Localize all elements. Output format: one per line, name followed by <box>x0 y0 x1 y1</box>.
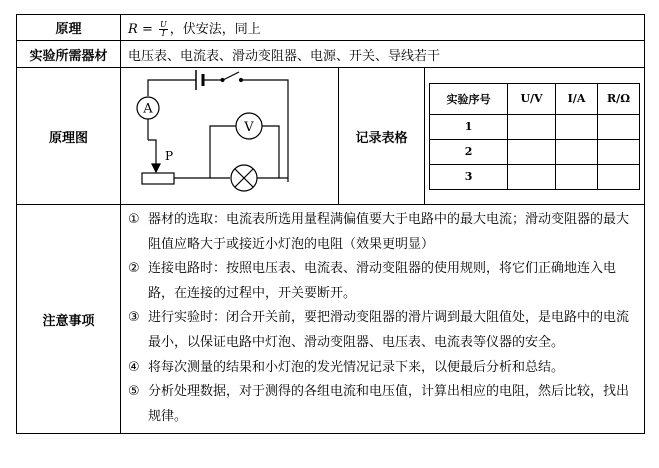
empty-cell <box>556 139 598 164</box>
trial-number: 2 <box>430 139 508 164</box>
empty-cell <box>508 114 556 139</box>
circuit-diagram-cell <box>121 68 339 205</box>
ammeter-symbol: A <box>143 101 153 117</box>
record-row <box>430 139 640 164</box>
record-table-cell <box>425 68 645 205</box>
empty-cell <box>598 114 640 139</box>
header-resistance: R/Ω <box>598 83 640 114</box>
note-item <box>128 306 638 355</box>
record-row <box>430 164 640 189</box>
note-text: 器材的选取：电流表所选用量程满偏值要大于电路中的最大电流；滑动变阻器的最大阻值应略大于或接近小灯泡的电阻（效果更明显） <box>148 212 630 252</box>
note-number: ③ <box>128 310 140 326</box>
record-row <box>430 114 640 139</box>
equipment-label: 实验所需器材 <box>17 41 121 68</box>
trial-number: 1 <box>430 114 508 139</box>
record-label: 记录表格 <box>339 68 425 205</box>
voltmeter-wire-right <box>262 126 279 178</box>
note-number: ① <box>128 212 140 227</box>
note-item <box>128 257 638 306</box>
trial-number: 3 <box>430 164 508 189</box>
record-table <box>429 83 640 190</box>
note-number: ④ <box>128 359 140 375</box>
empty-cell <box>556 164 598 189</box>
note-text: 连接电路时：按照电压表、电流表、滑动变阻器的使用规则，将它们正确地连入电路，在连接的过程中，开关要断开。 <box>148 261 617 301</box>
header-voltage: U/V <box>508 83 556 114</box>
note-item <box>128 208 638 257</box>
equipment-text: 电压表、电流表、滑动变阻器、电源、开关、导线若干 <box>121 41 645 68</box>
note-text: 分析处理数据，对于测得的各组电流和电压值，计算出相应的电阻，然后比较，找出规律。 <box>148 384 630 424</box>
principle-label: 原理 <box>17 15 121 41</box>
header-trial: 实验序号 <box>430 83 508 114</box>
switch-lever <box>223 72 239 80</box>
circuit-diagram <box>121 68 339 204</box>
notes-row <box>17 205 645 434</box>
header-current: I/A <box>556 83 598 114</box>
note-item <box>128 356 638 381</box>
diagram-row <box>17 68 645 205</box>
empty-cell <box>508 139 556 164</box>
wire-top-left <box>148 80 196 96</box>
diagram-label: 原理图 <box>17 68 121 205</box>
note-number: ② <box>128 261 140 277</box>
principle-row <box>17 15 645 41</box>
experiment-table <box>16 14 645 434</box>
note-text: 将每次测量的结果和小灯泡的发光情况记录下来，以便最后分析和总结。 <box>148 359 565 375</box>
rheostat <box>142 173 174 184</box>
note-number: ⑤ <box>128 384 140 400</box>
empty-cell <box>598 139 640 164</box>
voltmeter-wire-left <box>210 126 236 178</box>
slider-label: P <box>165 149 174 163</box>
formula-numerator: U <box>159 19 167 29</box>
formula-lhs: R <box>128 21 138 37</box>
slider-arrowhead <box>152 164 160 172</box>
formula-denominator: I <box>161 28 165 38</box>
principle-text: ，伏安法，同上 <box>169 21 261 37</box>
empty-cell <box>508 164 556 189</box>
record-header-row <box>430 83 640 114</box>
empty-cell <box>598 164 640 189</box>
note-text: 进行实验时：闭合开关前，要把滑动变阻器的滑片调到最大阻值处，是电路中的电流最小，以保证电路中灯泡、滑动变阻器、电压表、电流表等仪器的安全。 <box>148 310 630 350</box>
formula-equals: = <box>141 21 153 37</box>
empty-cell <box>556 114 598 139</box>
note-item <box>128 380 638 429</box>
principle-content <box>121 15 645 41</box>
notes-label: 注意事项 <box>17 205 121 434</box>
notes-content <box>121 205 645 434</box>
equipment-row <box>17 41 645 68</box>
voltmeter-symbol: V <box>244 120 254 135</box>
formula-fraction <box>159 21 168 38</box>
